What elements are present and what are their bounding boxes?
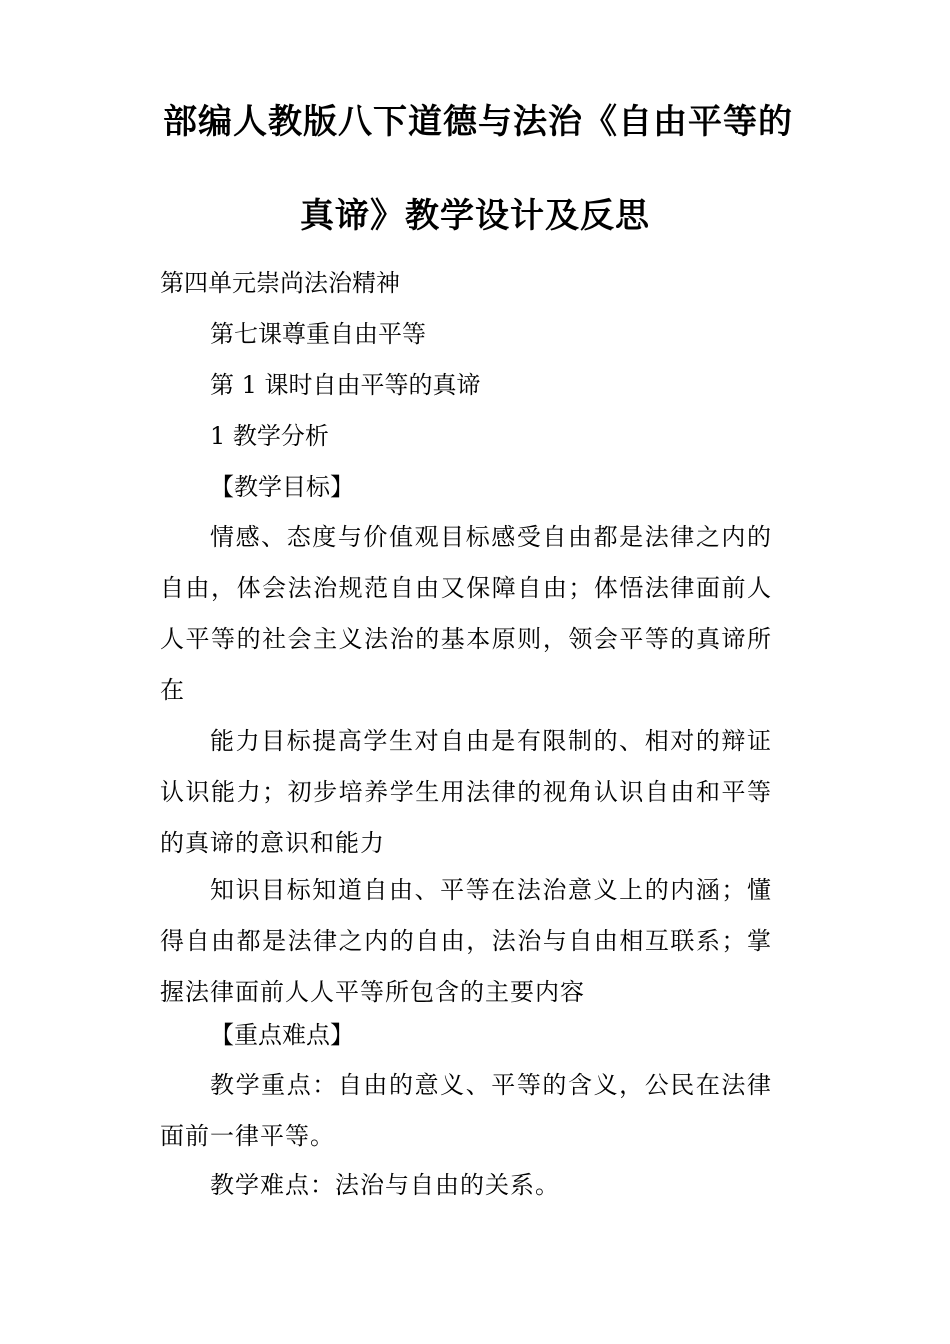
difficult-point-paragraph: 教学难点：法治与自由的关系。 bbox=[210, 1171, 560, 1199]
key-point-paragraph: 教学重点：自由的意义、平等的含义，公民在法律面前一律平等。 bbox=[160, 1071, 772, 1150]
lesson-heading: 第七课尊重自由平等 bbox=[210, 320, 426, 348]
objective-knowledge-paragraph: 知识目标知道自由、平等在法治意义上的内涵；懂得自由都是法律之内的自由，法治与自由相互联系；掌握法律面前人人平等所包含的主要内容 bbox=[160, 876, 772, 1006]
objective-ability-paragraph: 能力目标提高学生对自由是有限制的、相对的辩证认识能力；初步培养学生用法律的视角认识自由和平等的真谛的意识和能力 bbox=[160, 727, 772, 857]
document-title-line2: 真谛》教学设计及反思 bbox=[300, 196, 650, 236]
document-title-line1: 部编人教版八下道德与法治《自由平等的 bbox=[163, 102, 793, 142]
key-points-heading: 【重点难点】 bbox=[210, 1021, 354, 1049]
objective-emotion-paragraph: 情感、态度与价值观目标感受自由都是法律之内的自由，体会法治规范自由又保障自由；体悟法律面前人人平等的社会主义法治的基本原则，领会平等的真谛所在 bbox=[160, 523, 772, 704]
period-heading: 第 1 课时自由平等的真谛 bbox=[210, 371, 481, 399]
section-heading: 1 教学分析 bbox=[210, 422, 329, 450]
unit-heading: 第四单元崇尚法治精神 bbox=[160, 269, 400, 297]
objectives-heading: 【教学目标】 bbox=[210, 473, 354, 501]
